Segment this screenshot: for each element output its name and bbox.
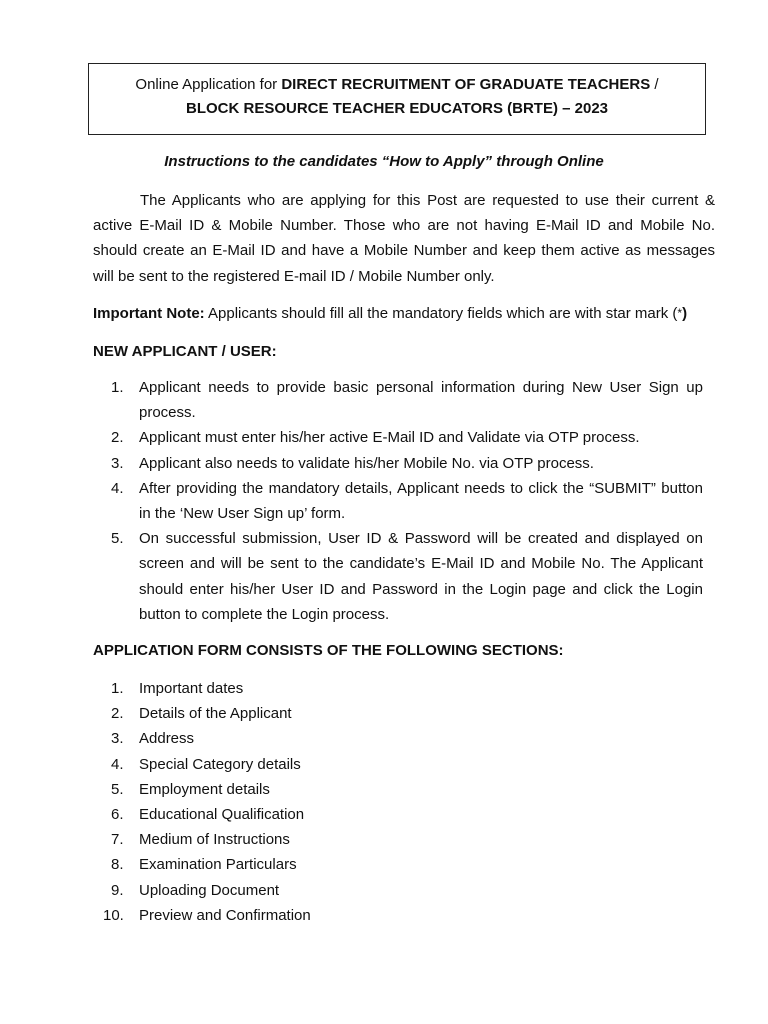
list-item — [93, 752, 703, 777]
list-item — [93, 777, 703, 802]
sections-list — [93, 676, 703, 928]
list-item-number: 5. — [111, 530, 124, 548]
list-item-text: Applicant must enter his/her active E-Mail ID and Validate via OTP process. — [139, 429, 640, 447]
list-item-text: Applicant also needs to validate his/her Mobile No. via OTP process. — [139, 454, 594, 472]
list-item-text: Applicant needs to provide basic personal information during New User Sign up process. — [139, 379, 703, 422]
list-item — [93, 878, 703, 903]
list-item-number: 1. — [111, 680, 124, 697]
list-item-text: Address — [139, 730, 195, 748]
list-item-number: 3. — [111, 454, 124, 472]
important-note-close: ) — [682, 305, 688, 322]
list-item — [93, 852, 703, 877]
list-item-text: Uploading Document — [139, 881, 280, 899]
list-item — [93, 903, 703, 928]
list-item — [93, 676, 703, 701]
list-item-number: 4. — [111, 755, 124, 773]
list-item-number: 7. — [111, 831, 124, 849]
intro-paragraph: The Applicants who are applying for this Post are requested to use their current & active E-Mail ID & Mobile Number. Those who are not having E-Mail ID and Mobile No. should create an E-Mail ID and have a Mobile Number and keep them active as messages will be sent to the registered E-mail ID / Mobile Number only. — [93, 192, 715, 285]
important-note-label: Important Note: — [93, 305, 205, 322]
list-item — [93, 701, 703, 726]
list-item — [93, 425, 703, 450]
list-item — [93, 827, 703, 852]
title-line-2 — [89, 97, 705, 121]
list-item-text: Details of the Applicant — [139, 705, 292, 723]
instructions-subtitle: Instructions to the candidates “How to Apply” through Online — [164, 153, 604, 170]
title-line-2-text: BLOCK RESOURCE TEACHER EDUCATORS (BRTE) – 2023 — [186, 100, 608, 117]
list-item-text: Educational Qualification — [139, 806, 305, 824]
list-item — [93, 802, 703, 827]
list-item-number: 3. — [111, 730, 124, 748]
list-item — [93, 726, 703, 751]
important-note-text: Applicants should fill all the mandatory fields which are with star mark ( — [204, 305, 678, 322]
list-item-number: 9. — [111, 881, 124, 899]
list-item-text: Medium of Instructions — [139, 831, 290, 849]
list-item-number: 5. — [111, 780, 124, 798]
list-item — [93, 375, 703, 425]
new-applicant-heading: NEW APPLICANT / USER: — [93, 343, 277, 360]
title-box — [88, 63, 706, 135]
list-item — [93, 476, 703, 526]
list-item — [93, 451, 703, 476]
list-item-number: 4. — [111, 479, 124, 497]
list-item-text: Special Category details — [139, 755, 301, 773]
list-item-text: On successful submission, User ID & Password will be created and displayed on screen and will be sent to the candidate’s E-Mail ID and Mobile No. The Applicant should enter his/her User ID and Password in the Login page and click the Login button to complete the Login process. — [139, 530, 703, 623]
list-item-number: 1. — [111, 379, 124, 396]
sections-heading: APPLICATION FORM CONSISTS OF THE FOLLOWING SECTIONS: — [93, 642, 564, 659]
list-item-number: 8. — [111, 856, 124, 874]
list-item-text: Employment details — [139, 780, 270, 798]
star-mark: * — [677, 306, 683, 320]
list-item-text: Preview and Confirmation — [139, 906, 311, 924]
new-applicant-list — [93, 375, 703, 627]
list-item-number: 2. — [111, 429, 124, 447]
title-line-1 — [89, 73, 705, 97]
list-item-number: 2. — [111, 705, 124, 723]
list-item-text: Important dates — [139, 680, 244, 697]
important-note — [93, 302, 687, 325]
list-item-text: After providing the mandatory details, Applicant needs to click the “SUBMIT” button in the ‘New User Sign up’ form. — [139, 479, 703, 523]
list-item-text: Examination Particulars — [139, 856, 297, 874]
title-prefix: Online Application for — [135, 76, 282, 93]
list-item-number: 6. — [111, 806, 124, 824]
list-item-number: 10. — [103, 906, 124, 924]
title-bold: DIRECT RECRUITMENT OF GRADUATE TEACHERS — [281, 76, 651, 93]
list-item — [93, 526, 703, 627]
title-suffix: / — [650, 76, 659, 93]
